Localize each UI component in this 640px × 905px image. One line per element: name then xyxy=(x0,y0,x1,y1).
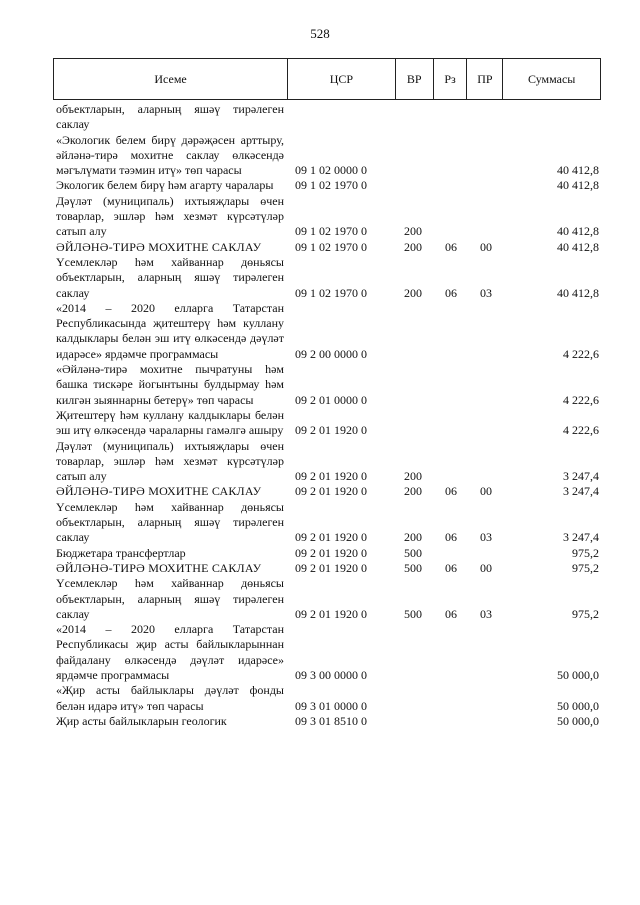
cell-vr: 200 xyxy=(404,285,422,300)
cell-vr: 200 xyxy=(404,239,422,254)
cell-sum: 40 412,8 xyxy=(557,224,599,239)
cell-csr: 09 3 00 0000 0 xyxy=(295,667,367,682)
header-vr: ВР xyxy=(396,59,434,99)
table-row xyxy=(56,194,601,240)
cell-name: ӘЙЛӘНӘ-ТИРӘ МОХИТНЕ САКЛАУ xyxy=(56,484,262,499)
cell-name: «Экологик белем бирү дәрәҗәсен арттыру, әйләнә-тирә мохитне саклау өлкәсендә мәгълүмати тәэмин итү» төп чарасы xyxy=(56,132,284,178)
cell-rz: 06 xyxy=(445,285,457,300)
cell-sum: 975,2 xyxy=(572,606,599,621)
cell-sum: 40 412,8 xyxy=(557,163,599,178)
cell-sum: 50 000,0 xyxy=(557,667,599,682)
table-row xyxy=(56,408,601,439)
table-row xyxy=(56,683,601,714)
cell-name: Дәүләт (муниципаль) ихтыяҗлары өчен товарлар, эшләр һәм хезмәт күрсәтүләр сатып алу xyxy=(56,438,284,484)
cell-csr: 09 2 01 1920 0 xyxy=(295,469,367,484)
cell-pr: 03 xyxy=(480,606,492,621)
cell-csr: 09 2 01 0000 0 xyxy=(295,392,367,407)
cell-name: объектларын, аларның яшәү тирәлеген саклау xyxy=(56,102,284,132)
cell-name: «Җир асты байлыклары дәүләт фонды белән идарә итү» төп чарасы xyxy=(56,683,284,713)
table-header xyxy=(53,58,601,100)
cell-csr: 09 1 02 1970 0 xyxy=(295,239,367,254)
cell-csr: 09 1 02 1970 0 xyxy=(295,285,367,300)
cell-name: «Әйләнә-тирә мохитне пычратуны һәм башка тискәре йогынтыны булдырмау һәм килгән зыяннарны бетерү» төп чарасы xyxy=(56,362,284,407)
table-row xyxy=(56,622,601,683)
header-sum: Суммасы xyxy=(527,71,576,86)
cell-csr: 09 2 01 1920 0 xyxy=(295,484,367,499)
header-pr: ПР xyxy=(467,59,503,99)
cell-csr: 09 3 01 8510 0 xyxy=(295,713,367,728)
cell-csr: 09 1 02 1970 0 xyxy=(295,224,367,239)
cell-csr: 09 2 01 1920 0 xyxy=(295,423,367,438)
cell-name: Үсемлекләр һәм хайваннар дөньясы объектларын, аларның яшәү тирәлеген саклау xyxy=(56,576,284,621)
cell-rz: 06 xyxy=(445,239,457,254)
cell-sum: 3 247,4 xyxy=(563,530,599,545)
cell-name: Үсемлекләр һәм хайваннар дөньясы объектларын, аларның яшәү тирәлеген саклау xyxy=(56,254,284,300)
cell-pr: 03 xyxy=(480,285,492,300)
table-row xyxy=(56,439,601,485)
cell-name: ӘЙЛӘНӘ-ТИРӘ МОХИТНЕ САКЛАУ xyxy=(56,560,262,575)
cell-rz: 06 xyxy=(445,530,457,545)
cell-vr: 200 xyxy=(404,484,422,499)
cell-vr: 200 xyxy=(404,224,422,239)
header-csr: ЦСР xyxy=(288,59,396,99)
cell-csr: 09 2 01 1920 0 xyxy=(295,530,367,545)
cell-sum: 40 412,8 xyxy=(557,239,599,254)
cell-sum: 4 222,6 xyxy=(563,392,599,407)
table-row xyxy=(56,178,601,193)
table-row xyxy=(56,714,601,729)
cell-sum: 4 222,6 xyxy=(563,346,599,361)
cell-csr: 09 2 01 1920 0 xyxy=(295,545,367,560)
cell-sum: 3 247,4 xyxy=(563,484,599,499)
cell-sum: 975,2 xyxy=(572,545,599,560)
table-row xyxy=(56,546,601,561)
cell-sum: 4 222,6 xyxy=(563,423,599,438)
cell-vr: 500 xyxy=(404,606,422,621)
table-row xyxy=(56,240,601,255)
cell-pr: 03 xyxy=(480,530,492,545)
cell-rz: 06 xyxy=(445,606,457,621)
cell-csr: 09 2 00 0000 0 xyxy=(295,346,367,361)
cell-name: Бюджетара трансфертлар xyxy=(56,545,186,560)
cell-csr: 09 3 01 0000 0 xyxy=(295,698,367,713)
table-row xyxy=(56,301,601,362)
table-row xyxy=(56,362,601,408)
cell-vr: 200 xyxy=(404,469,422,484)
cell-sum: 50 000,0 xyxy=(557,698,599,713)
header-rz: Рз xyxy=(434,59,468,99)
page-number: 528 xyxy=(310,26,330,41)
cell-vr: 500 xyxy=(404,545,422,560)
cell-csr: 09 2 01 1920 0 xyxy=(295,606,367,621)
cell-name: Җитештерү һәм куллану калдыклары белән эш итү өлкәсендә чараларны гамәлгә ашыру xyxy=(56,407,284,438)
cell-rz: 06 xyxy=(445,560,457,575)
header-name: Исеме xyxy=(54,59,288,99)
cell-csr: 09 2 01 1920 0 xyxy=(295,560,367,575)
cell-rz: 06 xyxy=(445,484,457,499)
cell-name: Үсемлекләр һәм хайваннар дөньясы объектларын, аларның яшәү тирәлеген саклау xyxy=(56,499,284,545)
cell-name: «2014 – 2020 елларга Татарстан Республикасы җир асты байлыкларыннан файдалану өлкәсендә дәүләт идарәсе» ярдәмче программасы xyxy=(56,622,284,682)
cell-sum: 50 000,0 xyxy=(557,713,599,728)
table-row xyxy=(56,576,601,622)
cell-pr: 00 xyxy=(480,484,492,499)
cell-name: Җир асты байлыкларын геологик xyxy=(56,713,227,728)
cell-name: Экологик белем бирү һәм агарту чаралары xyxy=(56,178,274,193)
cell-csr: 09 1 02 0000 0 xyxy=(295,163,367,178)
cell-csr: 09 1 02 1970 0 xyxy=(295,178,367,193)
cell-name: ӘЙЛӘНӘ-ТИРӘ МОХИТНЕ САКЛАУ xyxy=(56,239,262,254)
cell-pr: 00 xyxy=(480,239,492,254)
cell-name: Дәүләт (муниципаль) ихтыяҗлары өчен товарлар, эшләр һәм хезмәт күрсәтүләр сатып алу xyxy=(56,193,284,239)
table-body xyxy=(56,102,601,729)
cell-sum: 3 247,4 xyxy=(563,469,599,484)
cell-pr: 00 xyxy=(480,560,492,575)
cell-sum: 40 412,8 xyxy=(557,285,599,300)
table-row xyxy=(56,500,601,546)
cell-sum: 975,2 xyxy=(572,560,599,575)
table-row xyxy=(56,561,601,576)
table-row xyxy=(56,255,601,301)
table-row xyxy=(56,133,601,179)
cell-sum: 40 412,8 xyxy=(557,178,599,193)
table-row xyxy=(56,484,601,499)
table-row xyxy=(56,102,601,133)
cell-name: «2014 – 2020 елларга Татарстан Республикасында җитештерү һәм куллану калдыклары белән эш итү өлкәсендә дәүләт идарәсе» ярдәмче программасы xyxy=(56,300,284,361)
cell-vr: 500 xyxy=(404,560,422,575)
cell-vr: 200 xyxy=(404,530,422,545)
